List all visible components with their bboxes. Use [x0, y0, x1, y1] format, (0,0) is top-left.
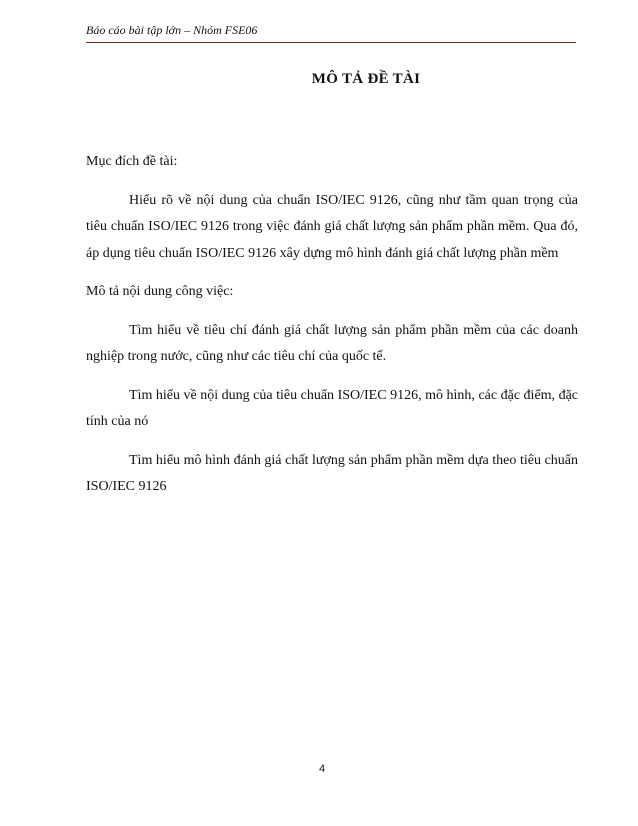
page-number: 4: [318, 763, 326, 775]
header-divider: [86, 42, 576, 43]
work-description-label: Mô tả nội dung công việc:: [86, 284, 234, 299]
running-header: Báo cáo bài tập lớn – Nhóm FSE06: [86, 23, 258, 37]
purpose-label: Mục đích đề tài:: [86, 154, 178, 169]
page-title: MÔ TẢ ĐỀ TÀI: [311, 71, 421, 87]
work-item-1: Tìm hiểu về tiêu chí đánh giá chất lượng sản phẩm phần mềm của các doanh nghiệp trong nước, cũng như các tiêu chí của quốc tế.: [86, 322, 578, 364]
document-body: [86, 149, 578, 513]
work-item-2: Tìm hiểu về nội dung của tiêu chuẩn ISO/IEC 9126, mô hình, các đặc điểm, đặc tính của nó: [86, 387, 578, 429]
purpose-paragraph: Hiểu rõ về nội dung của chuẩn ISO/IEC 9126, cũng như tầm quan trọng của tiêu chuẩn ISO/IEC 9126 trong việc đánh giá chất lượng sản phẩm phần mềm. Qua đó, áp dụng tiêu chuẩn ISO/IEC 9126 xây dựng mô hình đánh giá chất lượng phần mềm: [86, 192, 578, 261]
work-item-3: Tìm hiểu mô hình đánh giá chất lượng sản phẩm phần mềm dựa theo tiêu chuẩn ISO/IEC 9126: [86, 452, 578, 494]
